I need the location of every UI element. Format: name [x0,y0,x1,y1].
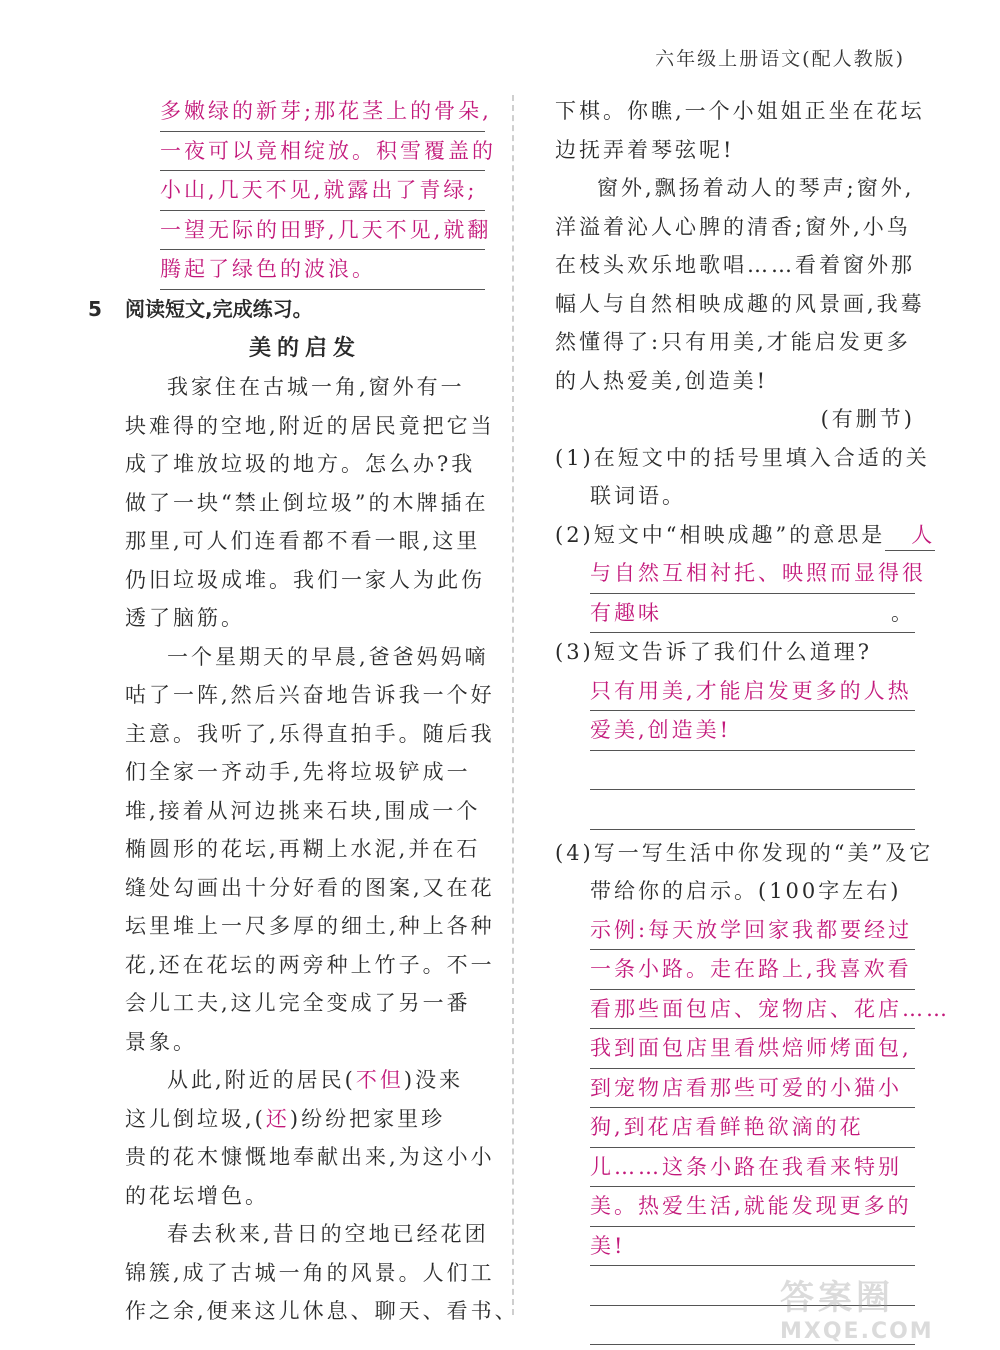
question-instruction: 阅读短文,完成练习。 [125,296,313,321]
text-line: 们全家一齐动手,先将垃圾铲成一 [125,760,471,784]
answer-line: 示例:每天放学回家我都要经过 [590,911,915,951]
answer-line: 到宠物店看那些可爱的小猫小 [590,1069,915,1109]
text-segment: 从此,附近的居民( [167,1068,356,1092]
watermark-url: MXQE.COM [780,1319,934,1344]
text-line: 做了一块“禁止倒垃圾”的木牌插在 [125,490,489,515]
answer-blank: 人 [885,520,935,551]
abridged-note: (有删节) [820,407,915,431]
text-segment: )纷纷把家里珍 [289,1106,446,1131]
right-column [555,92,950,1345]
text-segment: 这儿倒垃圾,( [125,1106,266,1131]
text-line: (4)写一写生活中你发现的“美”及它 [555,840,934,865]
text-line: 堆,接着从河边挑来石块,围成一个 [125,798,481,823]
answer-line: 多嫩绿的新芽;那花茎上的骨朵, [160,92,485,132]
sub-question-2 [555,516,936,634]
paragraph-1 [125,368,495,638]
answer-line: 美。热爱生活,就能发现更多的 [590,1187,915,1227]
text-line: 一个星期天的早晨,爸爸妈妈嘀 [167,644,489,669]
text-line [125,1100,485,1139]
previous-answer [160,92,496,290]
watermark-logo [780,1270,980,1344]
text-line: (3)短文告诉了我们什么道理? [555,640,873,664]
text-line: 下棋。你瞧,一个小姐姐正坐在花坛 [555,99,925,123]
paragraph-5 [555,169,925,400]
text-line: 缝处勾画出十分好看的图案,又在花 [125,875,495,900]
text-line: 的花坛增色。 [125,1183,269,1208]
answer-area [590,554,926,633]
answer-line [590,594,915,634]
answer-line: 小山,几天不见,就露出了青绿; [160,171,485,211]
text-line: 坛里堆上一尺多厚的细土,种上各种 [125,914,495,938]
answer-line: 一夜可以竟相绽放。积雪覆盖的 [160,132,485,172]
answer-line: 美! [590,1227,915,1267]
sub-question-4 [555,834,950,1346]
paragraph-2 [125,638,495,1062]
answer-line: 与自然互相衬托、映照而显得很 [590,554,915,594]
answer-line: 爱美,创造美! [590,711,915,751]
answer-area [590,672,915,830]
column-divider [512,95,514,1315]
sub-question-1 [555,439,930,516]
text-line: 椭圆形的花坛,再糊上水泥,并在石 [125,837,481,861]
text-line: 块难得的空地,附近的居民竟把它当 [125,413,495,438]
question-title [88,290,485,329]
text-line: 然懂得了:只有用美,才能启发更多 [555,330,911,354]
text-line: 那里,可人们连看都不看一眼,这里 [125,529,481,553]
text-line: (1)在短文中的括号里填入合适的关 [555,445,930,470]
text-line: 作之余,便来这儿休息、聊天、看书、 [125,1299,519,1323]
paragraph-4 [125,1215,519,1331]
question-text: (2)短文中“相映成趣”的意思是 [555,522,886,547]
blank-answer-2: 还 [265,1106,290,1131]
answer-line: 一望无际的田野,几天不见,就翻 [160,211,485,251]
answer-line: 看那些面包店、宠物店、花店…… [590,990,915,1030]
text-line: 花,还在花坛的两旁种上竹子。不一 [125,952,495,977]
blank-answer-1: 不但 [355,1068,404,1092]
text-line: 咕了一阵,然后兴奋地告诉我一个好 [125,683,495,707]
text-line: 的人热爱美,创造美! [555,368,769,393]
text-line: 窗外,飘扬着动人的琴声;窗外, [597,176,915,200]
page-header: 六年级上册语文(配人教版) [655,48,905,70]
answer-line: 儿……这条小路在我看来特别 [590,1148,915,1188]
text-line: 锦簇,成了古城一角的风景。人们工 [125,1260,495,1285]
question-number: 5 [88,296,102,321]
text-line: 联词语。 [590,484,686,508]
text-line [125,1061,485,1100]
text-line: 仍旧垃圾成堆。我们一家人为此伤 [125,567,485,592]
answer-line: 腾起了绿色的波浪。 [160,250,485,290]
text-line: 幅人与自然相映成趣的风景画,我蓦 [555,291,925,316]
text-line: 春去秋来,昔日的空地已经花团 [167,1222,489,1246]
text-segment: )没来 [403,1068,464,1092]
text-line: 洋溢着沁人心脾的清香;窗外,小鸟 [555,214,911,239]
text-line: 贵的花木慷慨地奉献出来,为这小小 [125,1145,495,1169]
text-line: 景象。 [125,1029,197,1054]
answer-text: 有趣味 [590,600,662,625]
text-line: 我家住在古城一角,窗外有一 [167,375,465,399]
watermark-text: 答案圈 [780,1278,894,1318]
text-line: 会儿工夫,这儿完全变成了另一番 [125,991,471,1015]
paragraph-4-cont [555,92,925,169]
text-line: 带给你的启示。(100字左右) [590,879,902,903]
left-column [88,92,519,1331]
end-mark: 。 [891,600,915,625]
blank-line [590,751,915,791]
text-line: 边抚弄着琴弦呢! [555,137,735,162]
text-line: 在枝头欢乐地歌唱……看着窗外那 [555,253,915,277]
text-line: 主意。我听了,乐得直拍手。随后我 [125,721,495,746]
answer-line: 我到面包店里看烘焙师烤面包, [590,1029,915,1069]
text-line [555,516,936,555]
story-title: 美的启发 [248,335,361,361]
answer-line: 只有用美,才能启发更多的人热 [590,672,915,712]
answer-line: 狗,到花店看鲜艳欲滴的花 [590,1108,915,1148]
answer-line: 一条小路。走在路上,我喜欢看 [590,950,915,990]
sub-question-3 [555,633,915,830]
text-line: 成了堆放垃圾的地方。怎么办?我 [125,452,476,476]
paragraph-3 [125,1061,495,1215]
text-line: 透了脑筋。 [125,606,245,630]
blank-line [590,790,915,830]
